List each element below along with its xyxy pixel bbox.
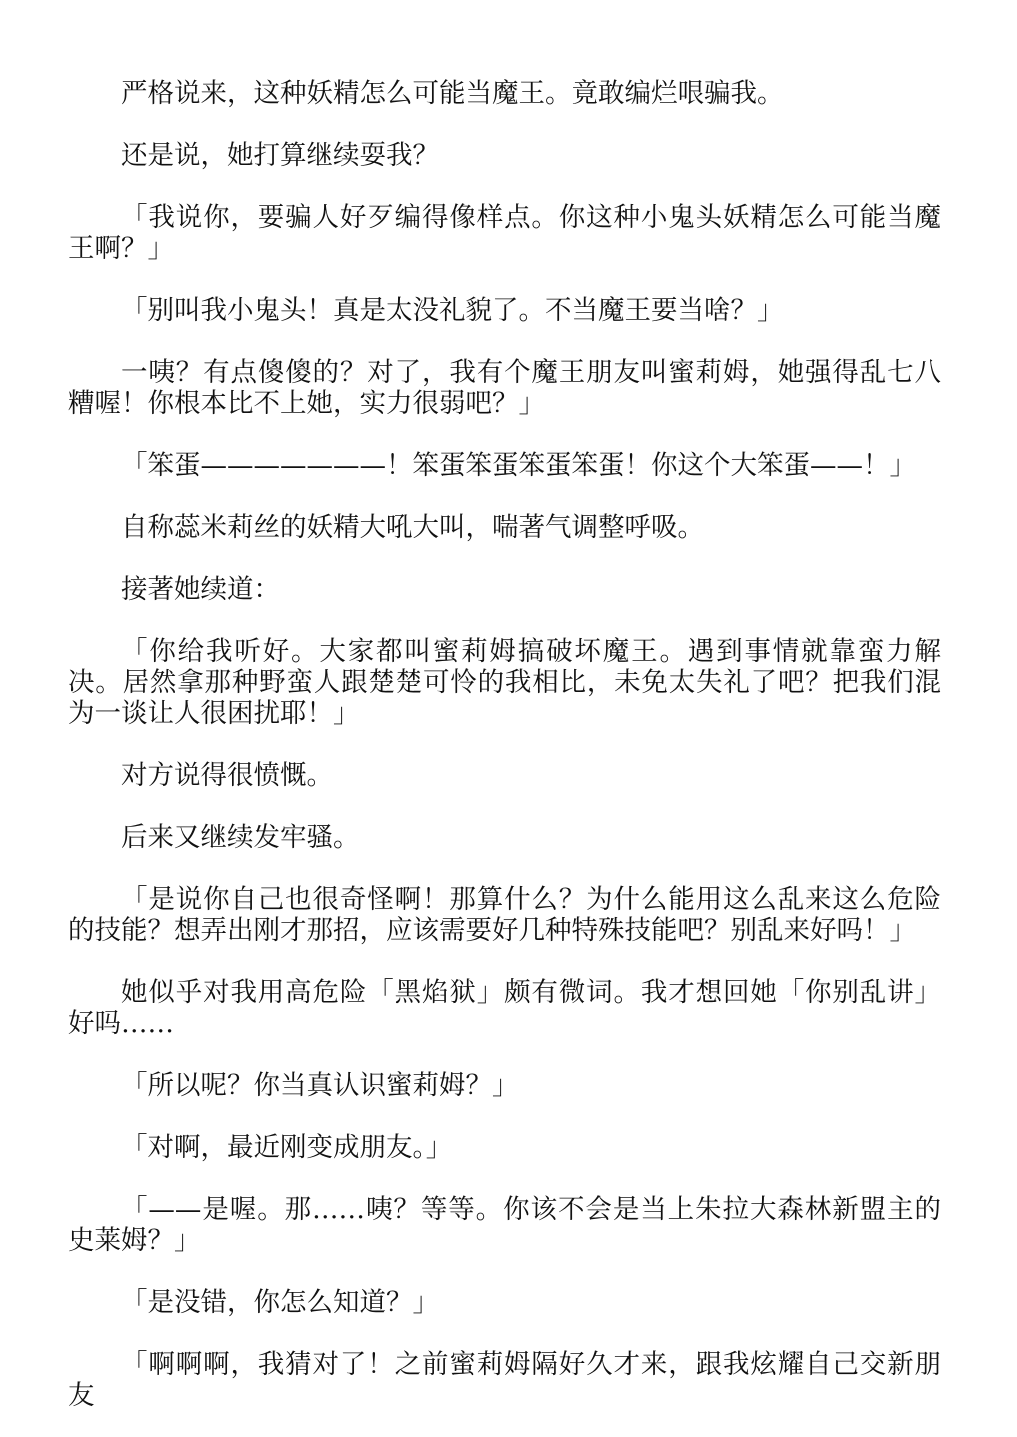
paragraph-4: 「别叫我小鬼头！真是太没礼貌了。不当魔王要当啥？」: [121, 295, 784, 326]
paragraph-5: 一咦？有点傻傻的？对了，我有个魔王朋友叫蜜莉姆，她强得乱七八糟喔！你根本比不上她，实力很弱吧？」: [68, 357, 941, 419]
paragraph-1: 严格说来，这种妖精怎么可能当魔王。竟敢编烂哏骗我。: [121, 78, 784, 109]
paragraph-11: 后来又继续发牢骚。: [121, 822, 360, 853]
paragraph-9: 「你给我听好。大家都叫蜜莉姆搞破坏魔王。遇到事情就靠蛮力解决。居然拿那种野蛮人跟楚楚可怜的我相比，未免太失礼了吧？把我们混为一谈让人很困扰耶！」: [68, 636, 941, 729]
paragraph-8: 接著她续道：: [121, 574, 280, 605]
paragraph-6: 「笨蛋———————！笨蛋笨蛋笨蛋笨蛋！你这个大笨蛋——！」: [121, 450, 916, 481]
paragraph-12: 「是说你自己也很奇怪啊！那算什么？为什么能用这么乱来这么危险的技能？想弄出刚才那招，应该需要好几种特殊技能吧？别乱来好吗！」: [68, 884, 941, 946]
paragraph-3: 「我说你，要骗人好歹编得像样点。你这种小鬼头妖精怎么可能当魔王啊？」: [68, 202, 941, 264]
paragraph-7: 自称蕊米莉丝的妖精大吼大叫，喘著气调整呼吸。: [121, 512, 704, 543]
paragraph-16: 「——是喔。那……咦？等等。你该不会是当上朱拉大森林新盟主的史莱姆？」: [68, 1194, 941, 1256]
paragraph-13: 她似乎对我用高危险「黑焰狱」颇有微词。我才想回她「你别乱讲」好吗……: [68, 977, 941, 1039]
paragraph-17: 「是没错，你怎么知道？」: [121, 1287, 439, 1318]
paragraph-10: 对方说得很愤慨。: [121, 760, 333, 791]
paragraph-2: 还是说，她打算继续耍我？: [121, 140, 439, 171]
paragraph-14: 「所以呢？你当真认识蜜莉姆？」: [121, 1070, 519, 1101]
paragraph-18: 「啊啊啊，我猜对了！之前蜜莉姆隔好久才来，跟我炫耀自己交新朋友: [68, 1349, 941, 1411]
paragraph-15: 「对啊，最近刚变成朋友。」: [121, 1132, 453, 1163]
